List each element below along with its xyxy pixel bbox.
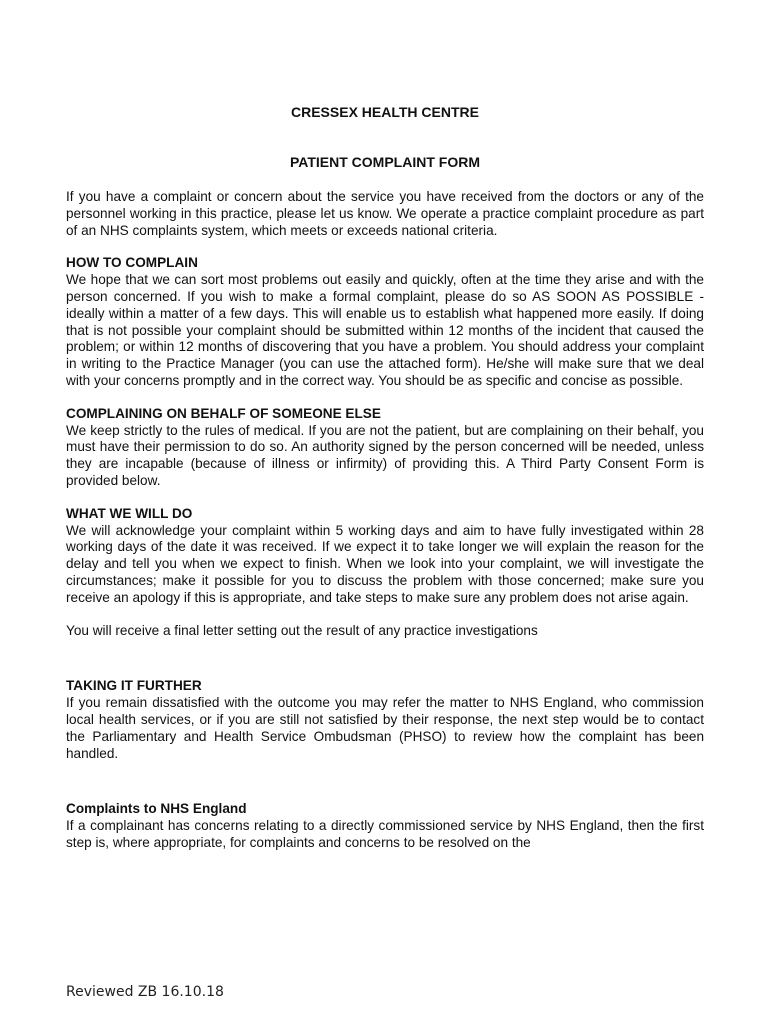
section-heading: HOW TO COMPLAIN: [66, 255, 198, 271]
section-paragraph: You will receive a final letter setting out the result of any practice investigations: [66, 622, 538, 638]
document-body: [66, 189, 704, 852]
section-heading: Complaints to NHS England: [66, 801, 247, 817]
section-paragraph: We will acknowledge your complaint within 5 working days and aim to have fully investigated within 28 working days of the date it was received. If we expect it to take longer we will explain the reason for the delay and tell you when we expect to finish. When we look into your complaint, we will investigate the circumstances; make it possible for you to discuss the problem with those concerned; make sure you receive an apology if this is appropriate, and take steps to make sure any problem does not arise again.: [66, 522, 704, 605]
section-paragraph: We keep strictly to the rules of medical. If you are not the patient, but are complaining on their behalf, you must have their permission to do so. An authority signed by the person concerned will be needed, unless they are incapable (because of illness or infirmity) of providing this. A Third Party Consent Form is provided below.: [66, 422, 704, 488]
section-heading: COMPLAINING ON BEHALF OF SOMEONE ELSE: [66, 405, 381, 421]
section-paragraph: If you remain dissatisfied with the outcome you may refer the matter to NHS England, who commission local health services, or if you are still not satisfied by their response, the next step would be to contact the Parliamentary and Health Service Ombudsman (PHSO) to review how the complaint has been handled.: [66, 695, 704, 761]
section-final-letter: [66, 623, 704, 640]
section-taking-it-further: [66, 678, 704, 762]
section-paragraph: If a complainant has concerns relating to a directly commissioned service by NHS England, then the first step is, where appropriate, for complaints and concerns to be resolved on the: [66, 818, 704, 850]
review-footer: Reviewed ZB 16.10.18: [66, 984, 224, 1000]
section-behalf-of-someone-else: [66, 406, 704, 490]
organization-title: CRESSEX HEALTH CENTRE: [291, 104, 479, 120]
form-title: PATIENT COMPLAINT FORM: [289, 154, 481, 170]
section-heading: WHAT WE WILL DO: [66, 505, 193, 521]
section-paragraph: We hope that we can sort most problems out easily and quickly, often at the time they arise and with the person concerned. If you wish to make a formal complaint, please do so AS SOON AS POSSIBLE - ideally within a matter of a few days. This will enable us to establish what happened more easily. If doing that is not possible your complaint should be submitted within 12 months of the incident that caused the problem; or within 12 months of discovering that you have a problem. You should address your complaint in writing to the Practice Manager (you can use the attached form). He/she will make sure that we deal with your concerns promptly and in the correct way. You should be as specific and concise as possible.: [66, 272, 704, 388]
section-heading: TAKING IT FURTHER: [66, 678, 202, 694]
section-how-to-complain: [66, 255, 704, 389]
section-what-we-will-do: [66, 506, 704, 607]
section-complaints-to-nhs-england: [66, 801, 704, 851]
intro-paragraph: If you have a complaint or concern about the service you have received from the doctors or any of the personnel working in this practice, please let us know. We operate a practice complaint procedure as part of an NHS complaints system, which meets or exceeds national criteria.: [66, 189, 704, 238]
